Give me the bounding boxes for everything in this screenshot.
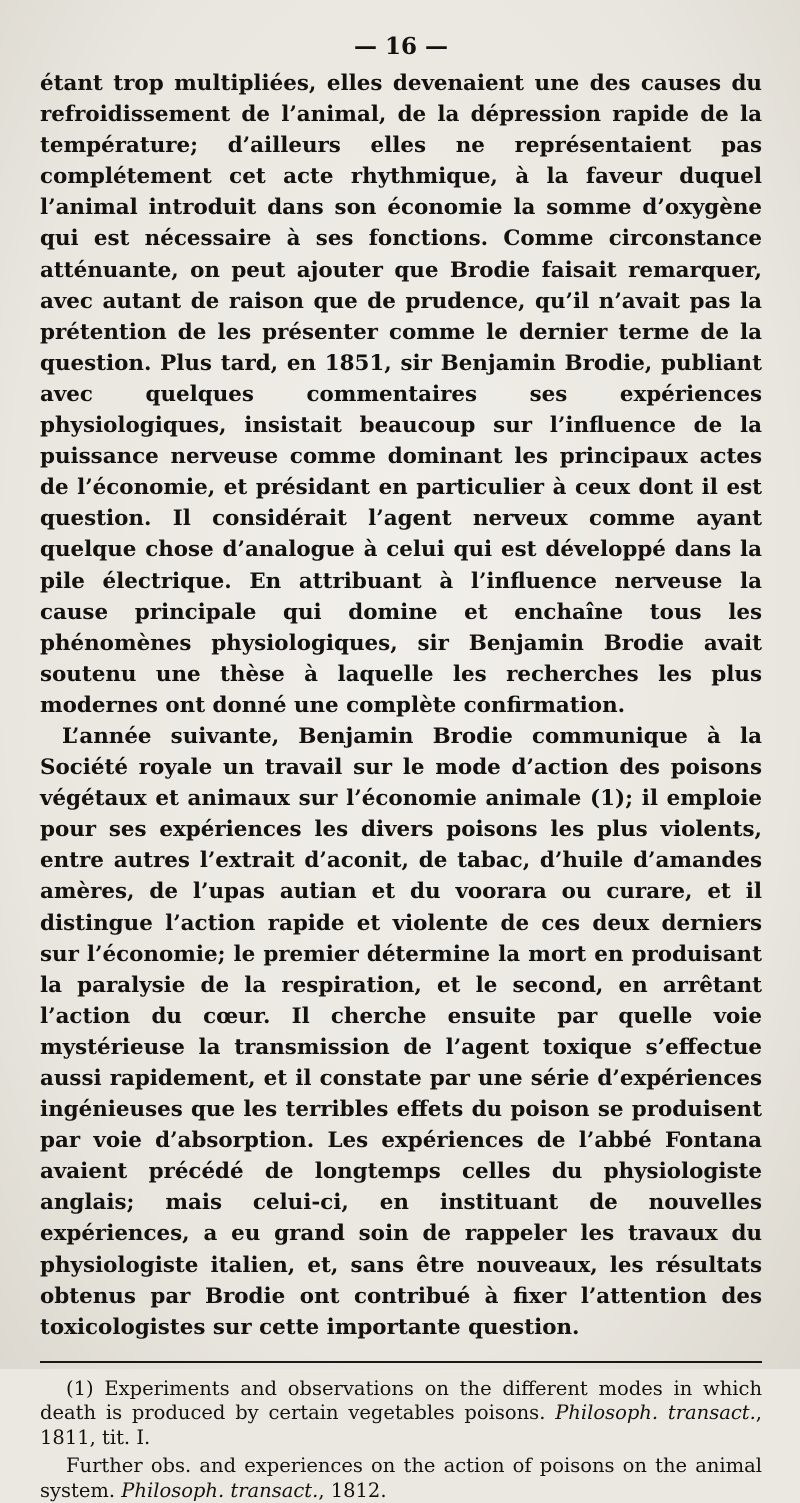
paragraph-2: L’année suivante, Benjamin Brodie communique à la Société royale un travail sur le mode d’action des poisons végétaux et animaux sur l’économie animale (1); il emploie pour ses expériences les divers poisons les plus violents, entre autres l’extrait d’aconit, de tabac, d’huile d’amandes amères, de l’upas autian et du voorara ou curare, et il distingue l’action rapide et violente de ces deux derniers sur l’économie; le premier détermine la mort en produisant la paralysie de la respiration, et le second, en arrêtant l’action du cœur. Il cherche ensuite par quelle voie mystérieuse la transmission de l’agent toxique s’effectue aussi rapidement, et il constate par une série d’expériences ingénieuses que les terribles effets du poison se produisent par voie d’absorption. Les expériences de l’abbé Fontana avaient précédé de longtemps celles du physiologiste anglais; mais celui-ci, en instituant de nouvelles expériences, a eu grand soin de rappeler les travaux du physiologiste italien, et, sans être nouveaux, les résultats obtenus par Brodie ont contribué à fixer l’attention des toxicologistes sur cette importante question. [40, 723, 762, 1340]
footnote-citation: Philosoph. transact. [555, 1401, 756, 1425]
footnote-text: Further obs. and experiences on the action of poisons on the animal system. [40, 1454, 762, 1502]
footnote-year: , 1812. [318, 1478, 387, 1502]
body-text [40, 68, 762, 1343]
footnote-1 [40, 1377, 762, 1451]
footnote-citation: Philosoph. transact. [121, 1478, 319, 1502]
page-number: — 16 — [353, 33, 449, 60]
footnote-tail: tit. I. [95, 1425, 151, 1449]
footnote-divider [40, 1361, 762, 1363]
footnote-2 [40, 1454, 762, 1503]
paragraph-1: étant trop multipliées, elles devenaient une des causes du refroidissement de l’animal, de la dépression rapide de la température; d’ailleurs elles ne représentaient pas complétement cet acte rhythmique, à la faveur duquel l’animal introduit dans son économie la somme d’oxygène qui est nécessaire à ses fonctions. Comme circonstance atténuante, on peut ajouter que Brodie faisait remarquer, avec autant de raison que de prudence, qu’il n’avait pas la prétention de les présenter comme le dernier terme de la question. Plus tard, en 1851, sir Benjamin Brodie, publiant avec quelques commentaires ses expériences physiologiques, insistait beaucoup sur l’influence de la puissance nerveuse comme dominant les principaux actes de l’économie, et présidant en particulier à ceux dont il est question. Il considérait l’agent nerveux comme ayant quelque chose d’analogue à celui qui est développé dans la pile électrique. En attribuant à l’influence nerveuse la cause principale qui domine et enchaîne tous les phénomènes physiologiques, sir Benjamin Brodie avait soutenu une thèse à laquelle les recherches les plus modernes ont donné une complète confirmation. [40, 71, 762, 718]
footnote-text: Experiments and observations on the different modes in which death is produced by certain vegetables poisons. [40, 1376, 762, 1425]
footnote-marker: (1) [66, 1376, 94, 1400]
footnotes [40, 1377, 762, 1503]
footnote-year: , 1811, [40, 1401, 762, 1449]
